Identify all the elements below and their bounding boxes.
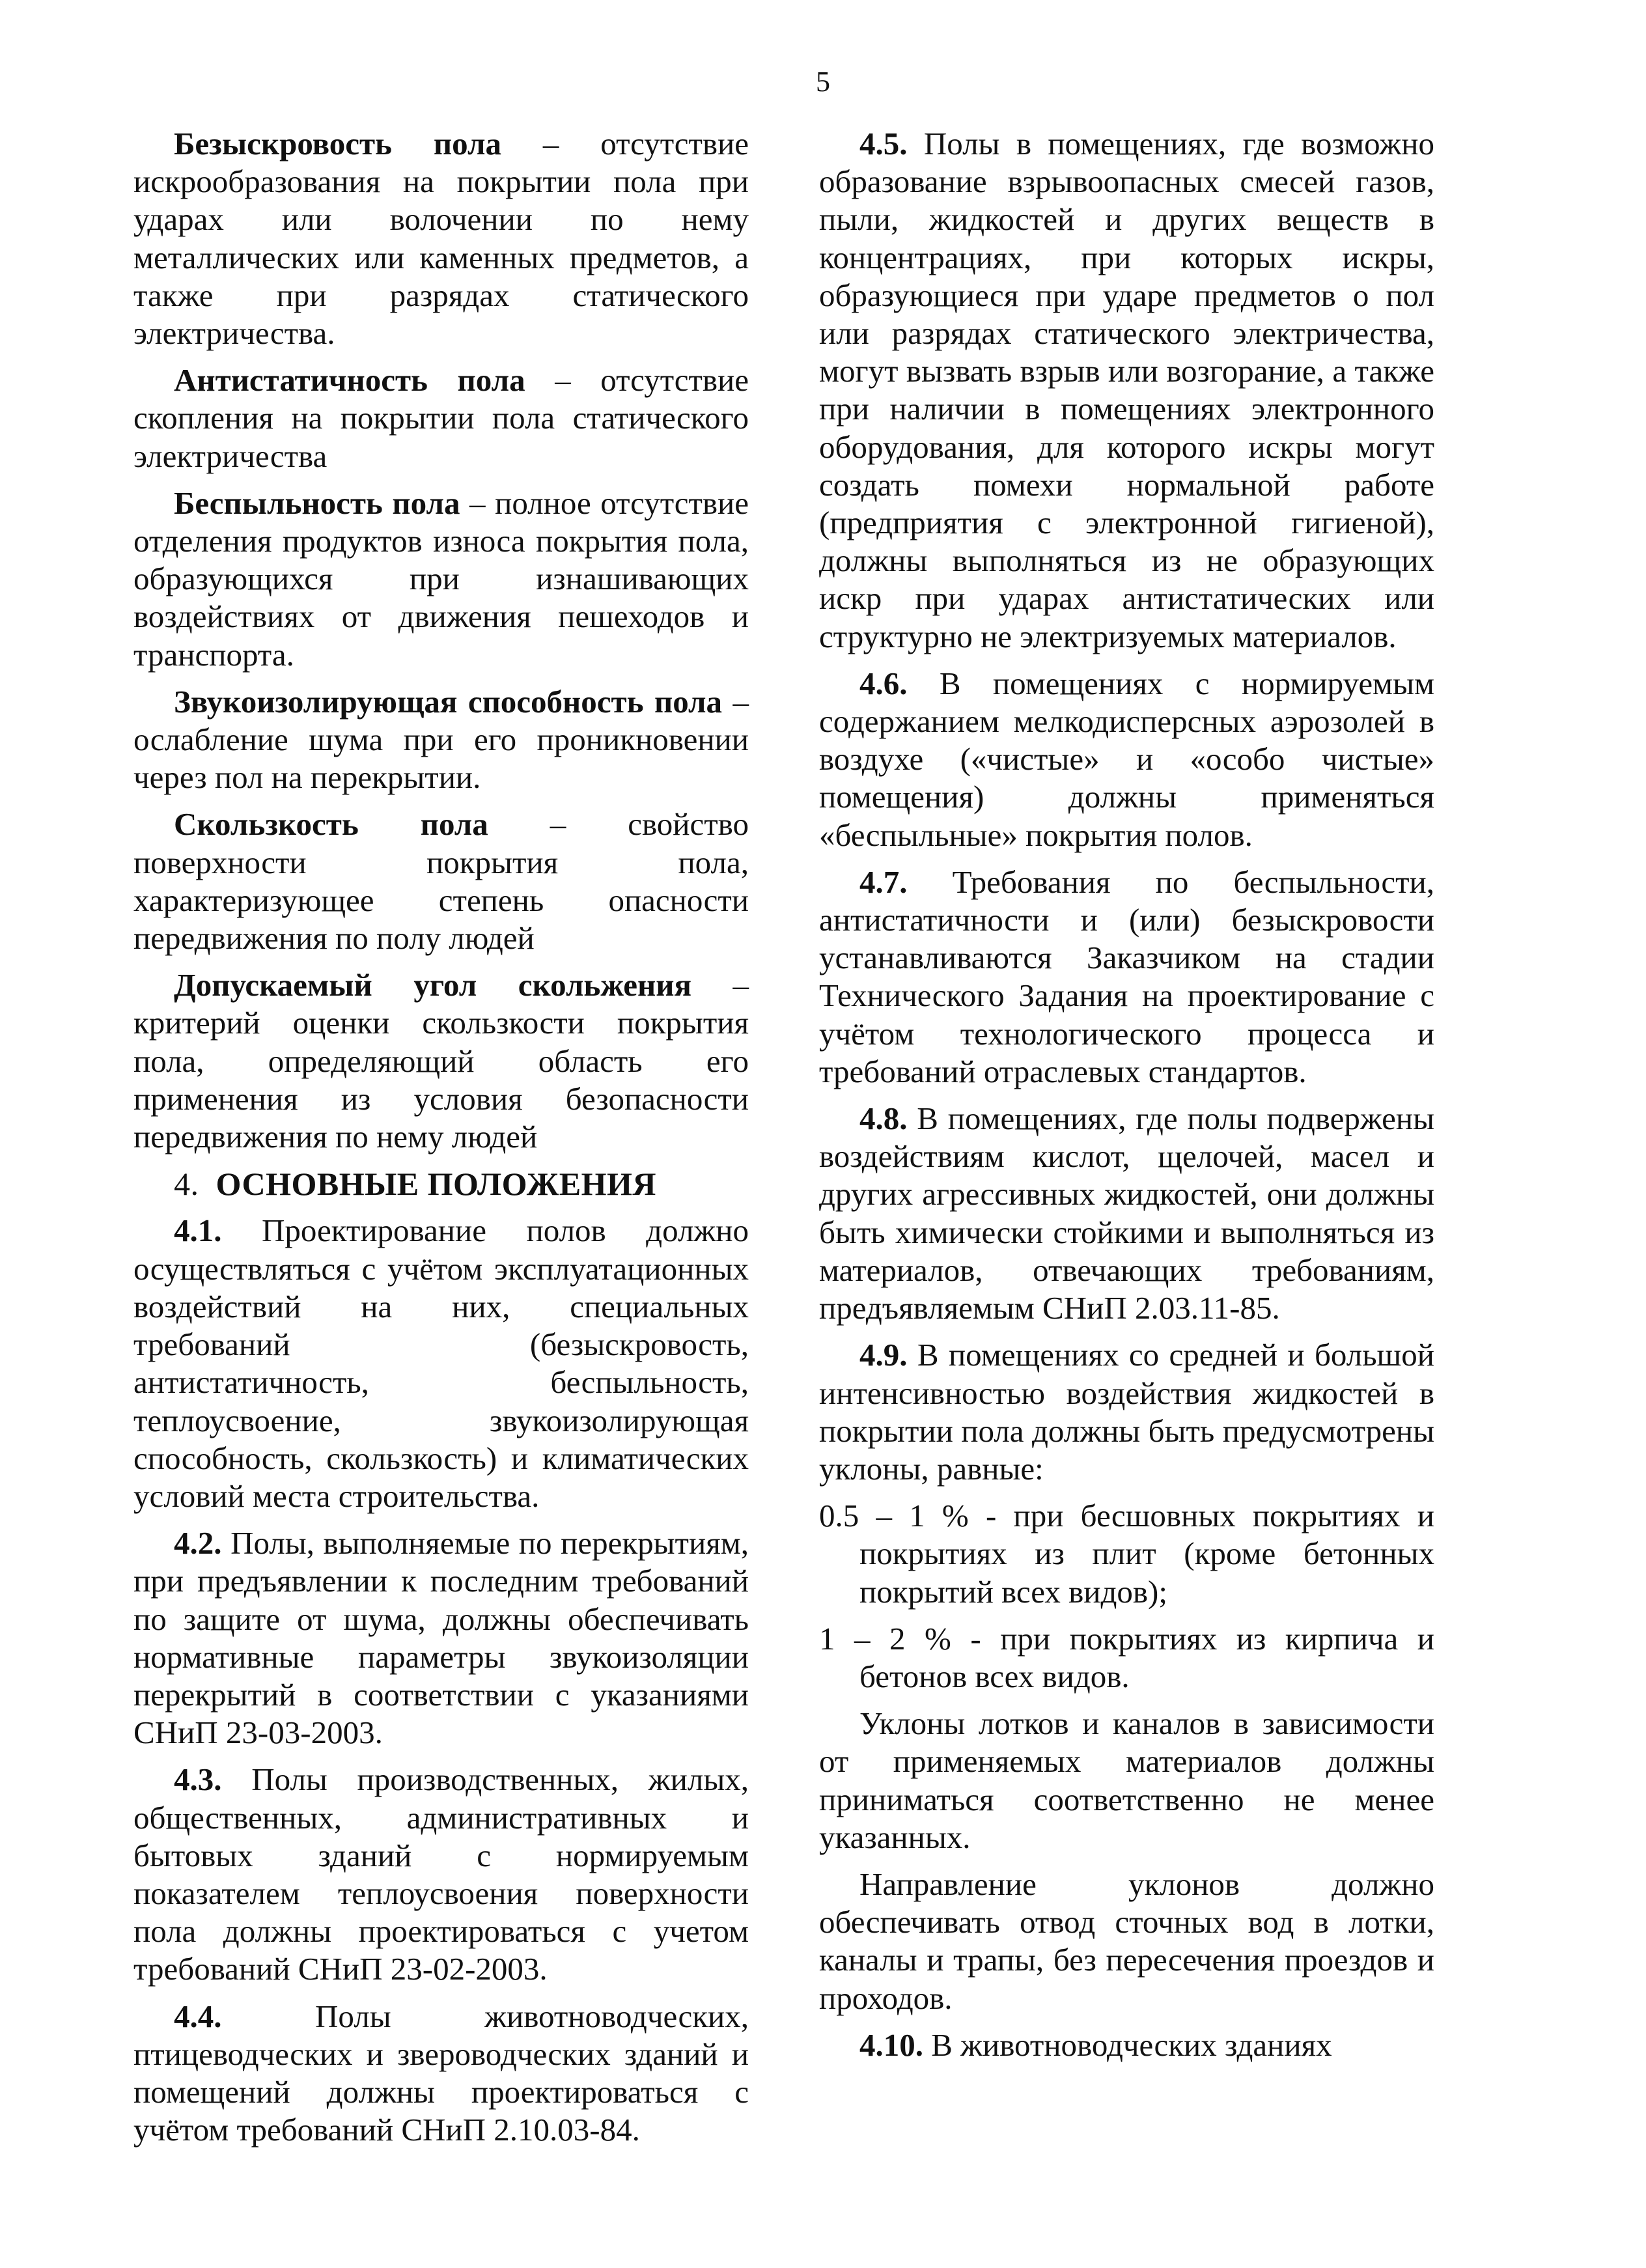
definition-text: – свойство поверхности покрытия пола, характеризующее степень опасности передвижения по полу людей [133, 806, 749, 957]
clause-text: Полы производственных, жилых, общественных, административных и бытовых зданий с нормируемым показателем теплоусвоения поверхности пола должны проектироваться с учетом требований СНиП 23-02-2003. [133, 1761, 749, 1987]
definition-term: Безыскровость пола [174, 126, 501, 161]
body-paragraph: Уклоны лотков и каналов в зависимости от применяемых материалов должны приниматься соответственно не менее указанных. [819, 1705, 1434, 1855]
clause-text: Требования по беспыльности, антистатичности и (или) безыскровости устанавливаются Заказчиком на стадии Технического Задания на проектирование с учётом технологического процесса и требований отраслевых стандартов. [819, 863, 1434, 1089]
clause-number: 4.3. [174, 1761, 222, 1798]
definition-text: – полное отсутствие отделения продуктов износа покрытия пола, образующихся при изнашивающих воздействиях от движения пешеходов и транспорта. [133, 484, 749, 673]
page-number: 5 [816, 66, 830, 98]
clause-text: В помещениях с нормируемым содержанием мелкодисперсных аэрозолей в воздухе («чистые» и «особо чистые» помещения) должны применяться «беспыльные» покрытия полов. [819, 665, 1434, 853]
clause-text: В помещениях, где полы подвержены воздействиям кислот, щелочей, масел и других агрессивных жидкостей, они должны быть химически стойкими и выполняться из материалов, отвечающих требованиям, предъявляемым СНиП 2.03.11-85. [819, 1100, 1434, 1326]
clause-number: 4.2. [174, 1525, 222, 1561]
clause-paragraph [133, 1212, 749, 1515]
definition-text: – отсутствие скопления на покрытии пола статического электричества [133, 362, 749, 474]
definition-paragraph [133, 125, 749, 352]
clause-paragraph [819, 863, 1434, 1091]
section-heading [133, 1165, 749, 1203]
clause-text: В животноводческих зданиях [923, 2026, 1332, 2063]
clause-paragraph [133, 1524, 749, 1752]
clause-number: 4.4. [174, 1998, 222, 2034]
definition-paragraph [133, 805, 749, 957]
clause-text: Полы, выполняемые по перекрытиям, при предъявлении к последним требований по защите от шума, должны обеспечивать нормативные параметры звукоизоляции перекрытий в соответствии с указаниями СНиП 23-03-2003. [133, 1525, 749, 1751]
clause-number: 4.8. [859, 1100, 908, 1137]
clause-paragraph [133, 1761, 749, 1988]
right-column [819, 125, 1434, 2073]
clause-paragraph [819, 125, 1434, 656]
definition-term: Скользкость пола [174, 806, 488, 843]
body-paragraph: Направление уклонов должно обеспечивать отвод сточных вод в лотки, каналы и трапы, без пересечения проездов и проходов. [819, 1866, 1434, 2016]
clause-number: 4.9. [859, 1337, 908, 1373]
definition-term: Беспыльность пола [174, 484, 460, 521]
clause-number: 4.6. [859, 665, 908, 701]
slope-item: 1 – 2 % - при покрытиях из кирпича и бетонов всех видов. [819, 1620, 1434, 1694]
clause-text: Полы в помещениях, где возможно образование взрывоопасных смесей газов, пыли, жидкостей и других веществ в концентрациях, при которых искры, образующиеся при ударе предметов о пол или разрядах статического электричества, могут вызвать взрыв или возгорание, а также при наличии в помещениях электронного оборудования, для которого искры могут создать помехи нормальной работе (предприятия с электронной гигиеной), должны выполняться из не образующих искр при ударах антистатических или структурно не электризуемых материалов. [819, 126, 1434, 654]
definition-term: Допускаемый угол скольжения [174, 967, 691, 1003]
clause-paragraph [819, 1100, 1434, 1327]
definition-term: Звукоизолирующая способность пола [174, 683, 723, 720]
clause-paragraph [819, 665, 1434, 854]
clause-text: В помещениях со средней и большой интенсивностью воздействия жидкостей в покрытии пола должны быть предусмотрены уклоны, равные: [819, 1337, 1434, 1487]
definition-text: – критерий оценки скользкости покрытия пола, определяющий область его применения из условия безопасности передвижения по нему людей [133, 967, 749, 1155]
definition-term: Антистатичность пола [174, 362, 525, 399]
definition-paragraph [133, 966, 749, 1156]
clause-paragraph [819, 1336, 1434, 1488]
clause-paragraph [819, 2026, 1434, 2064]
clause-number: 4.7. [859, 863, 908, 900]
definition-paragraph [133, 361, 749, 475]
clause-text: Проектирование полов должно осуществляться с учётом эксплуатационных воздействий на них, специальных требований (безыскровость, антистатичность, беспыльность, теплоусвоение, звукоизолирующая способность, скользкость) и климатических условий места строительства. [133, 1212, 749, 1514]
clause-number: 4.5. [859, 126, 908, 161]
definition-paragraph [133, 484, 749, 674]
slope-item: 0.5 – 1 % - при бесшовных покрытиях и покрытиях из плит (кроме бетонных покрытий всех видов); [819, 1498, 1434, 1610]
clause-text: Полы животноводческих, птицеводческих и звероводческих зданий и помещений должны проектироваться с учётом требований СНиП 2.10.03-84. [133, 1998, 749, 2148]
clause-paragraph [133, 1998, 749, 2149]
definition-paragraph [133, 683, 749, 797]
definition-text: – ослабление шума при его проникновении через пол на перекрытии. [133, 683, 749, 796]
clause-number: 4.1. [174, 1212, 222, 1249]
section-title: ОСНОВНЫЕ ПОЛОЖЕНИЯ [216, 1166, 656, 1203]
section-number: 4. [174, 1166, 199, 1203]
clause-number: 4.10. [859, 2026, 923, 2063]
left-column [133, 125, 749, 2158]
definition-text: – отсутствие искрообразования на покрытии пола при ударах или волочении по нему металлических или каменных предметов, а также при разрядах статического электричества. [133, 126, 749, 352]
